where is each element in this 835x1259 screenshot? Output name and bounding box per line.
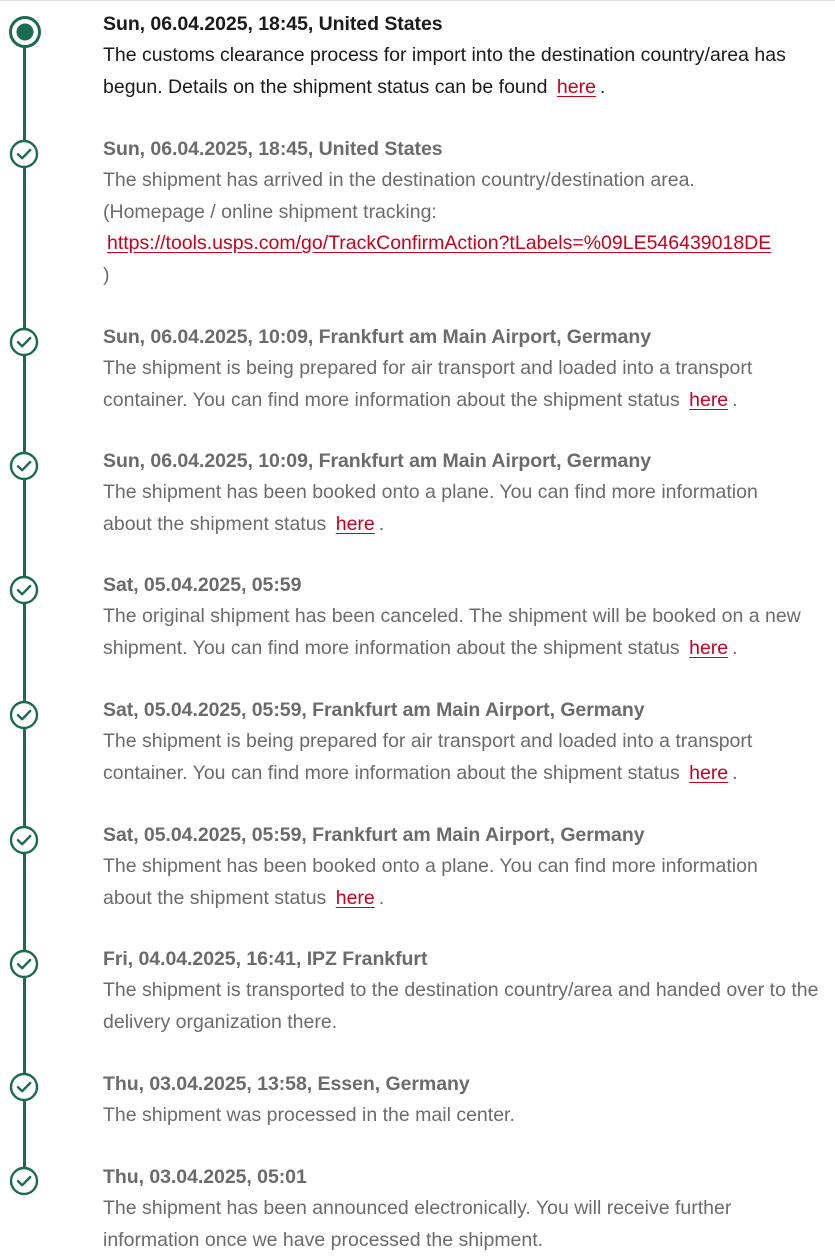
event-text: The original shipment has been canceled. The shipment will be booked on a new shipment. You can find more information about the shipment status bbox=[103, 605, 801, 659]
shipment-status-link[interactable]: here bbox=[335, 886, 375, 909]
event-title: Sun, 06.04.2025, 18:45, United States bbox=[103, 138, 443, 160]
event-title: Sun, 06.04.2025, 10:09, Frankfurt am Main Airport, Germany bbox=[103, 326, 651, 348]
current-status-icon bbox=[9, 16, 39, 46]
check-circle-icon bbox=[9, 139, 39, 169]
event-description bbox=[103, 851, 803, 914]
timeline-line bbox=[23, 32, 26, 1182]
event-title: Sun, 06.04.2025, 10:09, Frankfurt am Main Airport, Germany bbox=[103, 450, 651, 472]
event-title: Thu, 03.04.2025, 13:58, Essen, Germany bbox=[103, 1073, 470, 1095]
shipment-status-link[interactable]: here bbox=[689, 636, 729, 659]
check-circle-icon bbox=[9, 327, 39, 357]
event-text: The shipment has been booked onto a plane. You can find more information about the shipment status bbox=[103, 481, 758, 535]
check-circle-icon bbox=[9, 1166, 39, 1196]
event-text: The shipment has been booked onto a plane. You can find more information about the shipment status bbox=[103, 855, 758, 909]
event-suffix: . bbox=[732, 761, 738, 784]
top-divider bbox=[0, 0, 835, 1]
event-description: The shipment was processed in the mail center. bbox=[103, 1104, 515, 1126]
event-text: The shipment is being prepared for air transport and loaded into a transport container. You can find more information about the shipment status bbox=[103, 730, 753, 784]
event-description bbox=[103, 477, 803, 540]
event-text-secondary: (Homepage / online shipment tracking: bbox=[103, 200, 437, 223]
event-suffix: . bbox=[378, 886, 385, 909]
event-title: Thu, 03.04.2025, 05:01 bbox=[103, 1166, 307, 1188]
event-title: Sun, 06.04.2025, 18:45, United States bbox=[103, 13, 443, 35]
event-suffix: . bbox=[599, 75, 606, 98]
event-text: The shipment is being prepared for air transport and loaded into a transport container. You can find more information about the shipment status bbox=[103, 357, 753, 411]
event-description bbox=[103, 165, 833, 291]
event-title: Sat, 05.04.2025, 05:59, Frankfurt am Main Airport, Germany bbox=[103, 699, 645, 721]
event-description: The shipment is transported to the destination country/area and handed over to the delivery organization there. bbox=[103, 979, 819, 1033]
event-suffix: . bbox=[378, 512, 385, 535]
check-circle-icon bbox=[9, 575, 39, 605]
check-circle-icon bbox=[9, 1072, 39, 1102]
event-suffix: . bbox=[732, 388, 738, 411]
shipment-status-link[interactable]: here bbox=[556, 75, 596, 98]
event-text: The customs clearance process for import into the destination country/area has begun. Details on the shipment status can be found bbox=[103, 44, 786, 98]
event-title: Fri, 04.04.2025, 16:41, IPZ Frankfurt bbox=[103, 948, 428, 970]
check-circle-icon bbox=[9, 451, 39, 481]
event-suffix: . bbox=[732, 636, 738, 659]
check-circle-icon bbox=[9, 825, 39, 855]
check-circle-icon bbox=[9, 700, 39, 730]
tracking-url-link[interactable]: https://tools.usps.com/go/TrackConfirmAction?tLabels=%09LE546439018DE bbox=[107, 232, 772, 254]
event-suffix: ) bbox=[103, 263, 110, 286]
shipment-status-link[interactable]: here bbox=[335, 512, 375, 535]
event-description bbox=[103, 726, 803, 789]
event-description bbox=[103, 353, 803, 416]
event-text: The shipment has arrived in the destination country/destination area. bbox=[103, 169, 695, 191]
event-title: Sat, 05.04.2025, 05:59 bbox=[103, 574, 302, 596]
event-description: The shipment has been announced electronically. You will receive further information once we have processed the shipment. bbox=[103, 1197, 732, 1251]
shipment-status-link[interactable]: here bbox=[689, 761, 729, 784]
event-description bbox=[103, 601, 833, 664]
shipment-status-link[interactable]: here bbox=[689, 388, 729, 411]
event-title: Sat, 05.04.2025, 05:59, Frankfurt am Main Airport, Germany bbox=[103, 824, 645, 846]
check-circle-icon bbox=[9, 949, 39, 979]
event-description bbox=[103, 40, 833, 103]
